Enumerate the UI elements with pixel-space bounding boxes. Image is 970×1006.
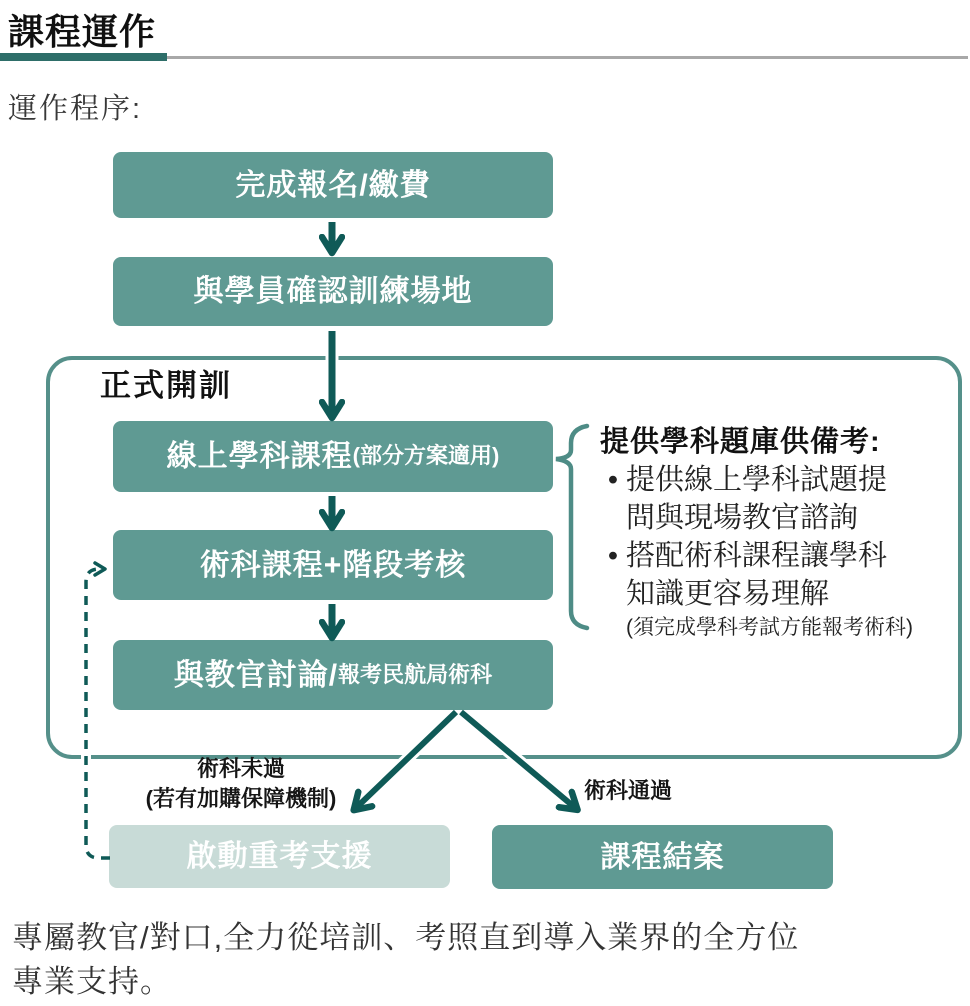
page-title: 課程運作 bbox=[8, 11, 157, 52]
note-bullet-1-line1: 提供線上學科試題提 bbox=[626, 464, 888, 496]
question-bank-note bbox=[600, 423, 956, 643]
step-complete-registration-label: 完成報名/繳費 bbox=[235, 168, 431, 202]
formal-training-group-label: 正式開訓 bbox=[100, 368, 232, 403]
bullet-icon: • bbox=[607, 540, 619, 572]
step-discuss-note: 報考民航局術科 bbox=[338, 661, 493, 687]
note-bullet-2 bbox=[600, 537, 956, 613]
question-bank-note-heading: 提供學科題庫供備考: bbox=[600, 426, 881, 458]
footer-statement bbox=[12, 916, 962, 1004]
branch-label-practical-failed-line1: 術科未過 bbox=[196, 756, 285, 781]
step-online-academic-course-label: 線上學科課程 bbox=[166, 440, 353, 473]
step-practical-course-assessment-label: 術科課程+階段考核 bbox=[199, 548, 467, 582]
step-confirm-training-venue-label: 與學員確認訓練場地 bbox=[193, 275, 473, 308]
branch-label-practical-passed: 術科通過 bbox=[584, 778, 673, 803]
footer-statement-line2: 專業支持。 bbox=[12, 964, 172, 999]
step-confirm-training-venue bbox=[113, 257, 553, 326]
branch-label-practical-failed-line2: (若有加購保障機制) bbox=[145, 786, 337, 811]
note-bullet-2-line2: 知識更容易理解 bbox=[626, 578, 830, 610]
result-course-closed-label: 課程結案 bbox=[600, 840, 725, 874]
branch-label-practical-failed bbox=[111, 754, 371, 814]
result-retake-support-label: 啟動重考支援 bbox=[186, 840, 373, 873]
step-online-academic-course-note: (部分方案適用) bbox=[352, 443, 500, 469]
step-online-academic-course bbox=[113, 421, 553, 492]
result-course-closed bbox=[492, 825, 833, 889]
footer-statement-line1: 專屬教官/對口,全力從培訓、考照直到導入業界的全方位 bbox=[12, 920, 800, 955]
note-bullet-1-line2: 問與現場教官諮詢 bbox=[626, 502, 859, 534]
note-footnote: (須完成學科考試方能報考術科) bbox=[626, 616, 913, 639]
step-discuss-label: 與教官討論/ bbox=[173, 658, 339, 692]
result-retake-support bbox=[109, 825, 450, 888]
title-underline-accent bbox=[0, 53, 167, 61]
step-complete-registration bbox=[113, 152, 553, 218]
procedure-label: 運作程序: bbox=[8, 93, 143, 125]
step-practical-course-assessment bbox=[113, 530, 553, 600]
note-bullet-2-line1: 搭配術科課程讓學科 bbox=[626, 540, 888, 572]
step-discuss-caa-practical-exam bbox=[113, 640, 553, 710]
bullet-icon: • bbox=[607, 464, 619, 496]
note-bullet-1 bbox=[600, 461, 956, 537]
